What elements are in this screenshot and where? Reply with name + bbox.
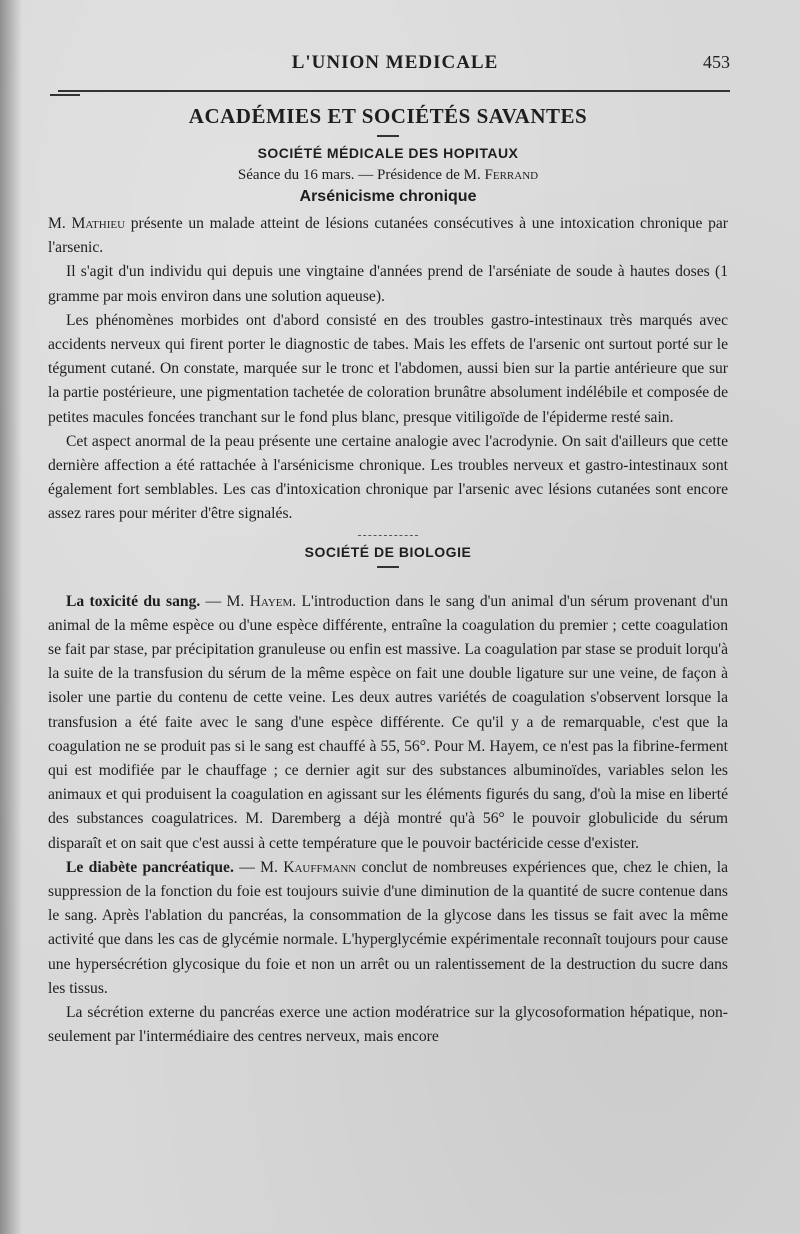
speaker-prefix: M. <box>48 215 66 232</box>
item-title-toxicite: La toxicité du sang. <box>66 592 201 610</box>
header-rule <box>58 90 730 92</box>
paragraph-text: conclut de nombreuses expériences que, chez le chien, la suppression de la fonction du foie est toujours suivie d'une diminution de la quantité de sucre contenue dans le sang. Après l'ablation du pancréas, la consommation de la glycose dans les tissus se fait avec la même activité que dans les cas de glycémie normale. L'hyperglycémie expérimentale reconnaît toujours pour cause une hypersécrétion glycosique du foie et non un arrêt ou un ralentissement de la destruction du sucre dans les tissus. <box>48 858 728 997</box>
journal-title: L'UNION MEDICALE <box>291 52 499 73</box>
paragraph-individu: Il s'agit d'un individu qui depuis une vingtaine d'années prend de l'arséniate de soude à hautes doses (1 gramme par mois environ dans une solution aqueuse). <box>48 263 728 305</box>
society-separator <box>358 535 418 536</box>
paragraph-diabete <box>48 856 728 1001</box>
paragraph-toxicite <box>48 590 728 856</box>
running-head <box>60 50 730 80</box>
page-number: 453 <box>703 52 730 72</box>
item-dash: — M. <box>233 858 278 876</box>
article-body <box>48 104 728 1050</box>
item-title-diabete: Le diabète pancréatique. <box>66 858 234 876</box>
header-dash <box>50 94 80 96</box>
subheading-arsenicisme: Arsénicisme chronique <box>299 188 477 205</box>
president-name: Ferrand <box>484 167 539 183</box>
speaker-mathieu: Mathieu <box>71 215 126 232</box>
paragraph-phenomenes: Les phénomènes morbides ont d'abord consisté en des troubles gastro-intestinaux très marqués avec accidents nerveux qui firent porter le diagnostic de tabes. Mais les effets de l'arsenic ont surtout porté sur le tégument cutané. On constate, marquée sur le tronc et l'abdomen, aussi bien sur la partie antérieure que sur la partie postérieure, une pigmentation tachetée de coloration brunâtre absolument indélébile et composée de petites macules foncées tranchant sur le fond plus blanc, presque vitiligoïde de l'épiderme resté sain. <box>48 311 728 426</box>
society-heading-hopitaux: SOCIÉTÉ MÉDICALE DES HOPITAUX <box>257 145 519 161</box>
binding-shadow <box>0 0 22 1234</box>
paragraph-secretion: La sécrétion externe du pancréas exerce une action modératrice sur la glycosoformation hépatique, non-seulement par l'intermédiaire des centres nerveux, mais encore <box>48 1004 728 1046</box>
paragraph-aspect: Cet aspect anormal de la peau présente une certaine analogie avec l'acrodynie. On sait d'ailleurs que cette dernière affection a été rattachée à l'arsénicisme chronique. Les troubles nerveux et gastro-intestinaux sont également fort semblables. Les cas d'intoxication chronique par l'arsenic avec lésions cutanées sont encore assez rares pour mériter d'être signalés. <box>48 432 728 523</box>
paragraph-mathieu <box>48 212 728 260</box>
paragraph-text: présente un malade atteint de lésions cutanées consécutives à une intoxication chronique par l'arsenic. <box>48 215 728 257</box>
speaker-kauffmann: Kauffmann <box>283 858 357 876</box>
item-dash: — M. <box>200 592 245 610</box>
seance-text: Séance du 16 mars. — Présidence de M. <box>237 167 481 183</box>
section-title: ACADÉMIES ET SOCIÉTÉS SAVANTES <box>188 104 588 128</box>
society-heading-biologie: SOCIÉTÉ DE BIOLOGIE <box>304 543 472 560</box>
paragraph-text: . L'introduction dans le sang d'un animal d'un sérum provenant d'un animal de la même espèce ou d'une espèce différente, entraîne la coagulation du premier ; cette coagulation se fait par stase, par précipitation granuleuse ou enfin est massive. La coagulation par stase se produit lorqu'à la suite de la transfusion du sérum de la même espèce on fait une double ligature sur une veine, de façon à isoler une partie du contenu de cette veine. Les deux autres variétés de coagulation s'observent lorsque la transfusion a été faite avec le sang d'une espèce différente. Ce qu'il y a de remarquable, c'est que la coagulation ne se produit pas si le sang est chauffé à 55, 56°. Pour M. Hayem, ce n'est pas la fibrine-ferment qui est modifiée par le chauffage ; ce dernier agit sur des substances albuminoïdes, variables selon les animaux et qui produisent la coagulation en agissant sur les éléments figurés du sang, d'où la mise en liberté des substances coagulatrices. M. Daremberg a déjà montré qu'à 56° le pouvoir globulicide du sérum disparaît et on sait que c'est aussi à cette température que le pouvoir bactéricide cesse d'exister. <box>48 592 728 852</box>
society-divider <box>377 566 399 568</box>
section-divider <box>377 135 399 137</box>
seance-line <box>48 167 728 184</box>
speaker-hayem: Hayem <box>249 592 293 610</box>
